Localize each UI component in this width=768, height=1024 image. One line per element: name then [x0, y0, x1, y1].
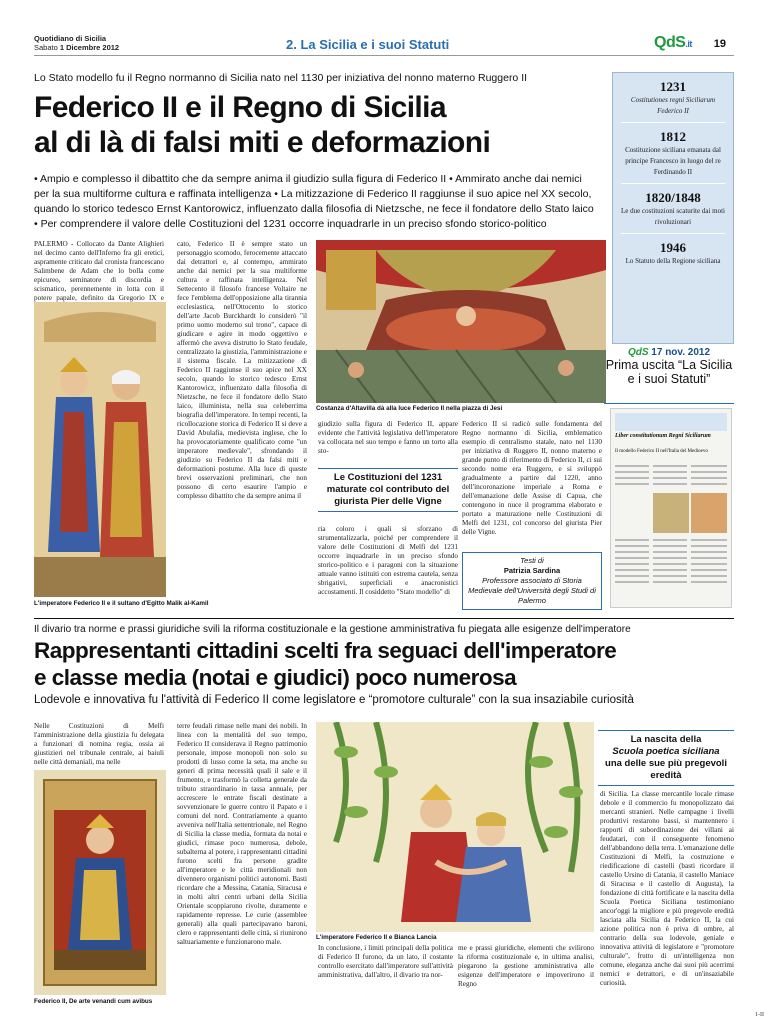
timeline-text: Le due costituzioni scaturite dai moti rivoluzionari — [621, 207, 725, 226]
timeline-divider — [621, 183, 725, 184]
sidebox-italic: Scuola poetica siciliana — [612, 746, 720, 757]
article2-headline-line2: e classe media (notai e giudici) poco numerosa — [34, 665, 517, 690]
photo-federico-enthroned — [34, 770, 166, 995]
issue-date — [34, 43, 119, 52]
article1-summary: • Ampio e complesso il dibattito che da sempre anima il giudizio sulla figura di Federico II • Ammirato anche dai nemici per la sua multiforme cultura e raffinata intelligenza • La mitizzazione di Federico II raggiunse il suo apice nel XX secolo, quando lo storico tedesco Ernst Kantorowicz, influenzato dalla filosofia di Nietzsche, ne fece il fondatore dello Stato laico • Per comprendere il valore delle Costituzioni del 1231 occorre inquadrarle in un preciso sfondo storico-politico — [34, 173, 594, 230]
sidebox-line3: una delle sue più pregevoli eredità — [605, 758, 727, 781]
photo-birth-of-federico — [316, 240, 606, 403]
promo-date-text: 17 nov. 2012 — [651, 347, 711, 358]
illumination-costanza — [316, 240, 606, 403]
logo-suffix: .it — [685, 39, 692, 49]
thumb-body-lines — [611, 409, 732, 608]
article1-headline — [34, 90, 604, 160]
publication-name: Quotidiano di Sicilia — [34, 34, 107, 43]
caption-de-arte-venandi — [34, 998, 234, 1005]
timeline-text: Lo Statuto della Regione siciliana — [625, 257, 721, 265]
timeline-year: 1946 — [660, 240, 686, 255]
qds-logo — [654, 34, 692, 52]
credit-name: Patrizia Sardina — [503, 566, 561, 575]
section-divider — [34, 618, 734, 619]
credit-role: Professore associato di Storia Medievale dell'Università degli Studi di Palermo — [468, 576, 596, 605]
article1-column-4: Federico II si radicò sulle fondamenta del Regno normanno di Sicilia, emblematico esempio di centralismo statale, nato nel 1130 per iniziativa di Ruggero II, nonno materno e grande punto di riferimento di Federico II, ci sui secondo nome era Ruggero, e si sviluppò gradualmente a partire dal 1220, anno dell'incoronazione imperiale a Roma e dell'emanazione delle Assise di Capua, che contengono in nuce il programma elaborato e portato a maturazione nelle Costituzioni di Melfi del 1231, col concorso del giurista Pier delle Vigne. — [462, 420, 602, 536]
promo-brand: QdS — [627, 347, 649, 358]
illumination-figures — [34, 302, 166, 597]
pullquote-costituzioni: Le Costituzioni del 1231 maturate col contributo del giurista Pier delle Vigne — [318, 468, 458, 512]
caption-costanza: Costanza d'Altavilla dà alla luce Federico II nella piazza di Jesi — [316, 405, 503, 412]
article2-kicker: Il divario tra norme e prassi giuridiche svilì la riforma costituzionale e la gestione amministrativa fu piegata alle esigenze dell'imperatore — [34, 624, 631, 635]
article2-column-2: terre feudali rimase nelle mani dei nobili. In linea con la mentalità del suo tempo, Federico II considerava il Regno patrimonio personale, impose monopoli non solo su prodotti di lusso come la seta, ma anche su generi di prima necessità quali il sale e il frumento, e trasformò la colletta generale da tributo straordinario in tassa annuale, per accrescere le entrate fiscali destinate a sovvenzionare le guerre contro il Papato e i comuni del nord. Contrariamente a quanto avveniva nell'Italia settentrionale, nel Regno di Sicilia la classe media, formata da notai e giudici, rimase poco numerosa, debole, subalterna al potere, i rappresentanti cittadini furono scelti fra persone gradite all'imperatore e le città meridionali non divennero organismi politici autonomi. Basti ricordare che a Messina, Catania, Siracusa e in molti altri centri urbani della Sicilia Orientale scoppiarono rivolte, duramente e rapidamente represse. Le curie (assemblee generali) alla quali partecipavano baroni, clero e rappresentanti delle città, si riunirono saltuariamente e funzionarono male. — [177, 722, 307, 946]
timeline-entry — [613, 79, 733, 117]
section-title: 2. La Sicilia e i suoi Statuti — [286, 37, 450, 52]
thumb-subheadline: Il modello Federico II nell'Italia del Medioevo — [615, 449, 708, 454]
timeline-text: Costituzione siciliana emanata dal principe Francesco in luogo del re Ferdinando II — [625, 146, 721, 176]
timeline-entry — [613, 190, 733, 228]
date: 1 Dicembre 2012 — [59, 43, 120, 52]
caption-federico-sultan: L'imperatore Federico II e il sultano d'Egitto Malik al-Kamil — [34, 600, 209, 607]
article1-column-3a: giudizio sulla figura di Federico II, appare evidente che l'attività legislativa dell'imperatore va collocata nel suo tempo e fanno un torto alla sto- — [318, 420, 458, 455]
date-prefix: Sabato — [34, 43, 58, 52]
timeline-divider — [621, 122, 725, 123]
timeline-year: 1231 — [660, 79, 686, 94]
page-folio: 1-II — [755, 1012, 764, 1018]
constitutions-timeline — [612, 72, 734, 344]
promo-page-thumbnail — [610, 408, 732, 608]
timeline-year: 1820/1848 — [645, 190, 701, 205]
timeline-text: Costitutiones regni Siciliarum Federico II — [630, 96, 716, 115]
timeline-entry — [613, 240, 733, 267]
author-credit — [462, 552, 602, 610]
photo-federico-bianca-lancia — [316, 722, 594, 932]
article1-column-3b: ria coloro i quali si sforzano di strumentalizzarla, poiché per comprendere il valore delle Costituzioni di Melfi del 1231 occorre inquadrarle in un preciso sfondo storico-politico e i paragoni con la situazione attuale vanno istituiti con estrema cautela, senza sbrigativi, superficiali e anacronistici accostamenti. Il cosiddetto "Stato modello" di — [318, 525, 458, 596]
article1-headline-line1: Federico II e il Regno di Sicilia — [34, 91, 446, 124]
publication-info — [34, 34, 119, 52]
caption-bianca-lancia: L'imperatore Federico II e Bianca Lancia — [316, 934, 437, 941]
illumination-manesse — [316, 722, 594, 932]
sidebox-scuola-poetica — [598, 730, 734, 786]
article2-subhead: Lodevole e innovativa fu l'attività di Federico II come legislatore e “promotore culturale” con la sua insaziabile curiosità — [34, 694, 634, 706]
article2-column-4: me e prassi giuridiche, elementi che svilirono la riforma costituzionale e, in ultima analisi, piegarono la gestione amministrativa alle esigenze dell'imperatore e impoverirono il Regno — [458, 944, 594, 988]
masthead — [34, 34, 734, 56]
photo-federico-and-sultan — [34, 302, 166, 597]
article2-headline-line1: Rappresentanti cittadini scelti fra seguaci dell'imperatore — [34, 638, 617, 663]
promo-title: Prima uscita “La Sicilia e i suoi Statuti” — [605, 358, 733, 386]
article1-headline-line2: al di là di falsi miti e deformazioni — [34, 126, 491, 159]
timeline-divider — [621, 233, 725, 234]
article2-column-5: di Sicilia. La classe mercantile locale rimase debole e il commercio fu monopolizzato dai mercanti stranieri. Nelle campagne i livelli produttivi restarono bassi, si mantennero i rapporti di subordinazione dei villani ai feudatari, con il conseguente fenomeno dell'abbandono della terra. L'emanazione delle Costituzioni di Melfi, la costruzione e riedificazione di castelli (basti ricordare il castello Ursino di Catania, il castello Maniace di Siracusa e il castello di Augusta), la fondazione di città fortificate e la nascita della Scuola Poetica Siciliana testimoniano ancor'oggi la migliore e più pregevole eredità lasciata alla Sicilia da Federico II, la cui azione politica non è priva di ombre, al contrario della sua lodevole, geniale e innovativa attività di legislatore e "promotore culturale", frutto di un'intelligenza non comune, eleganza anche dai suoi più acerrimi nemici e detrattori, e di un'insaziabile curiosità. — [600, 790, 734, 987]
logo-text: QdS — [654, 34, 686, 51]
sidebox-line2 — [598, 746, 734, 758]
article1-column-2: cato, Federico II è sempre stato un personaggio scomodo, ferocemente attaccato dai detrattori e, al contempo, ammirato anche dai nemici per la sua multiforme cultura e raffinata intelligenza. Nel Settecento il filosofo francese Voltaire ne fece l'emblema dell'opposizione alla tirannia ecclesiastica, nell'Ottocento lo storico dell'arte Jacob Burckhardt lo considerò "il primo uomo moderno sul trono", capace di giudicare e agire in modo oggettivo e affermò che aveva distrutto lo Stato feudale, centralizzato la giustizia, l'amministrazione e il sistema fiscale. La mitizzazione di Federico II raggiunse il suo apice nel XX secolo, quando lo storico tedesco Ernst Kantorowicz, influenzato dalla filosofia di Nietzsche, ne fece il fondatore dello Stato laico, illuminista, nella sua celeberrima biografia dell'imperatore. In tempi recenti, la ricollocazione storica di Federico II si deve a David Abulafia, medievista inglese, che lo ha provocatoriamente qualificato come "un imperatore medievale", sfrondando il giudizio su Federico II da falsi miti e deformazioni postume. Alla luce di queste brevi osservazioni preliminari, che non possono di certo esaurire l'ampio e complesso dibattito che da sempre anima il — [177, 240, 307, 500]
article1-kicker: Lo Stato modello fu il Regno normanno di Sicilia nato nel 1130 per iniziativa del nonno materno Ruggero II — [34, 72, 528, 84]
credit-label: Testi di — [520, 556, 544, 565]
article2-column-3: In conclusione, i limiti principali della politica di Federico II furono, da un lato, il costante controllo esercitato dall'imperatore sull'attività amministrativa, dall'altro, il divario tra nor- — [318, 944, 453, 979]
timeline-entry — [613, 129, 733, 178]
article1-column-1: PALERMO - Collocato da Dante Alighieri nel decimo canto dell'Inferno fra gli eretici, aspramente criticato dal cronista francescano Salimbene de Adam che lo bolla come epicureo, seminatore di discordia e scismatico, perennemente in lotta con il potere papale, definito da Gregorio IX e — [34, 240, 164, 302]
article2-column-1: Nelle Costituzioni di Melfi l'amministrazione della giustizia fu delegata a funzionari di nomina regia, ossia ai giustizieri nel tribunale centrale, ai baiuli nelle città demaniali, ma nelle — [34, 722, 164, 766]
article2-headline — [34, 637, 734, 691]
thumb-headline: Liber constitutionum Regni Siciliarum — [615, 433, 711, 439]
page-number: 19 — [713, 38, 726, 50]
promo-date — [604, 347, 734, 358]
timeline-year: 1812 — [660, 129, 686, 144]
caption-de-arte-text: Federico II, De arte venandi cum avibus — [34, 998, 153, 1005]
promo-first-issue — [604, 344, 734, 404]
illumination-throne — [34, 770, 166, 995]
sidebox-line1: La nascita della — [630, 734, 702, 745]
